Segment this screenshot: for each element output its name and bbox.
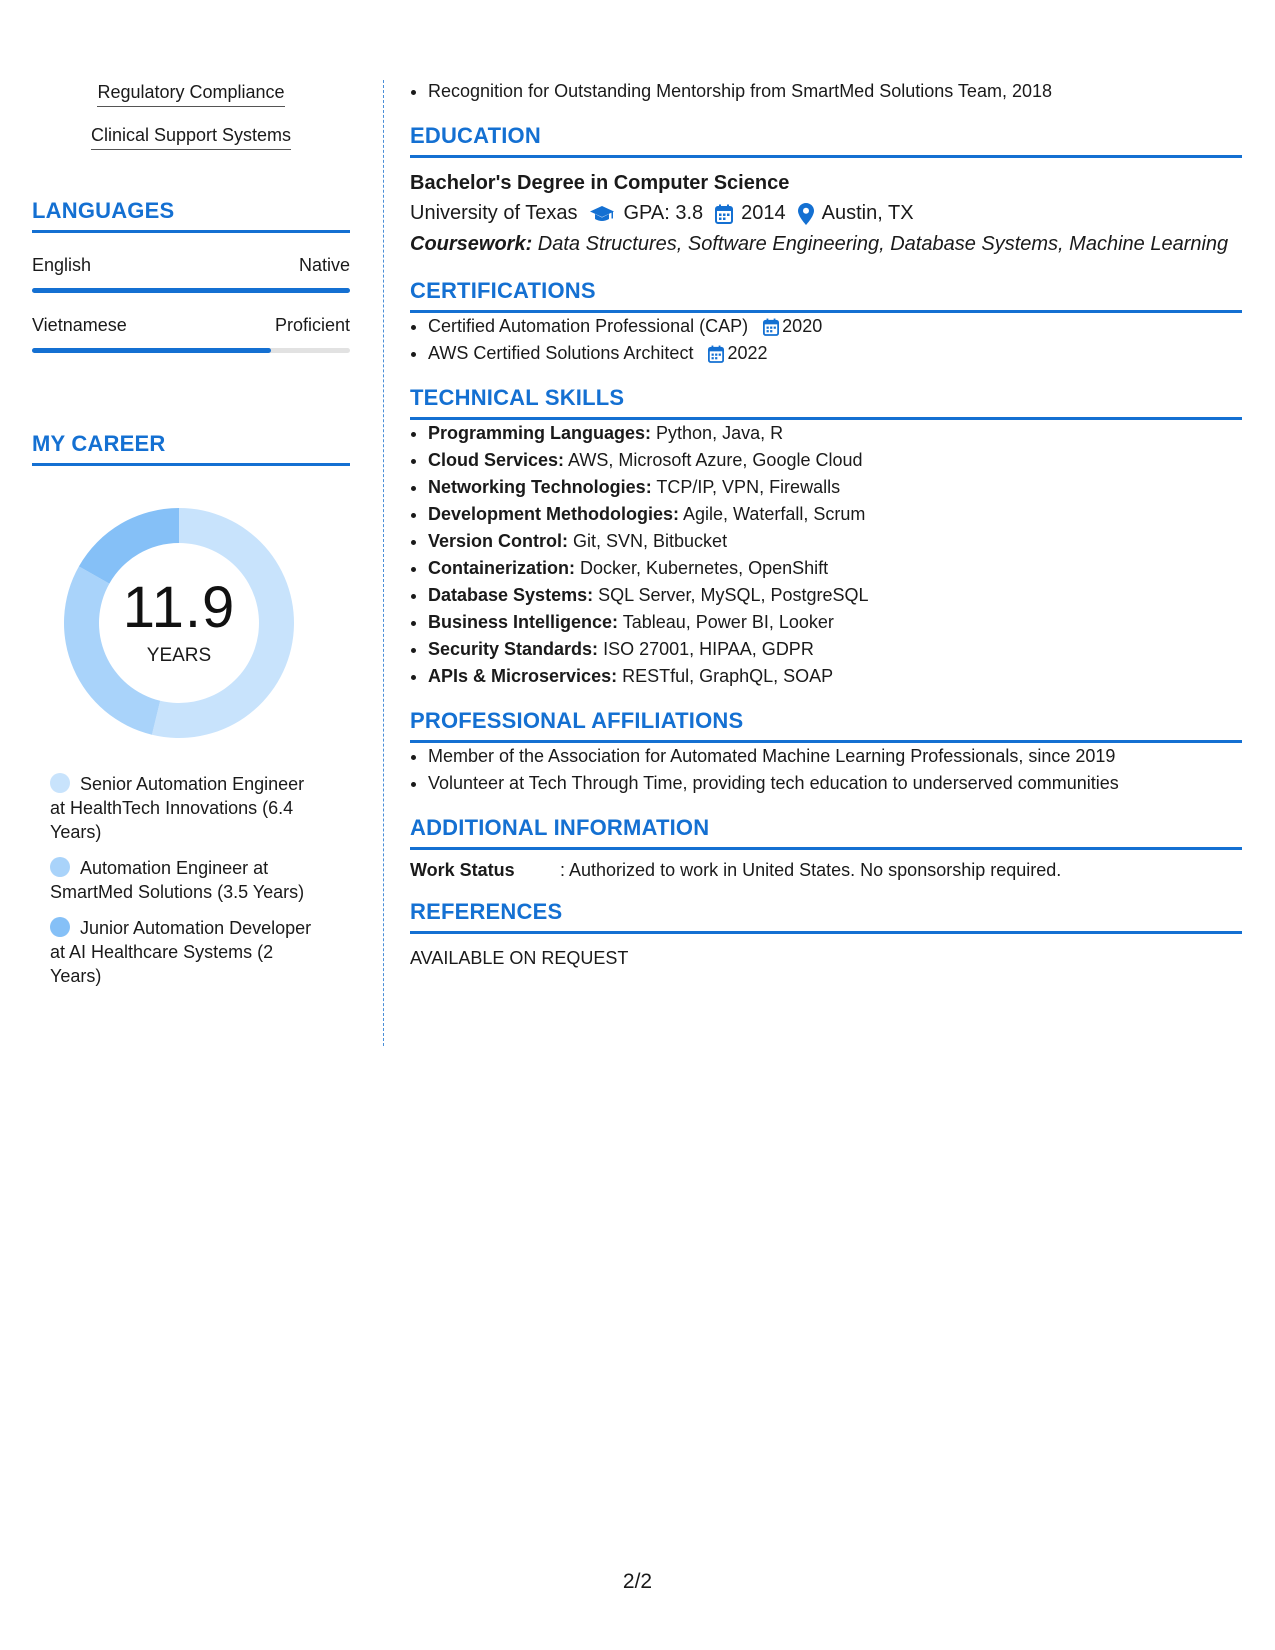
main-content bbox=[410, 78, 1242, 969]
certification-item bbox=[428, 340, 1242, 367]
language-name: English bbox=[32, 255, 92, 275]
skill-label: APIs & Microservices: bbox=[428, 666, 618, 686]
skill-label: Security Standards: bbox=[428, 639, 599, 659]
languages-heading: LANGUAGES bbox=[32, 198, 350, 233]
legend-label: Junior Automation Developer at AI Healthcare Systems (2 Years) bbox=[50, 918, 312, 986]
coursework-value: Data Structures, Software Engineering, Database Systems, Machine Learning bbox=[532, 233, 1229, 255]
education-gpa: GPA: 3.8 bbox=[623, 202, 704, 224]
career-legend bbox=[32, 772, 350, 988]
career-total-unit: YEARS bbox=[146, 645, 212, 666]
education-heading: EDUCATION bbox=[410, 123, 1242, 158]
skill-label: Programming Languages: bbox=[428, 423, 652, 443]
work-status-value: : Authorized to work in United States. No sponsorship required. bbox=[560, 860, 1062, 880]
skill-item bbox=[428, 420, 1242, 447]
skill-tag: Clinical Support Systems bbox=[91, 125, 291, 150]
certification-year: 2022 bbox=[727, 343, 768, 363]
legend-label: Automation Engineer at SmartMed Solutions (3.5 Years) bbox=[50, 858, 305, 902]
sidebar bbox=[32, 82, 350, 1000]
calendar-icon bbox=[763, 318, 779, 336]
skill-label: Cloud Services: bbox=[428, 450, 565, 470]
technical-skills-list bbox=[410, 420, 1242, 690]
column-divider bbox=[383, 80, 384, 1046]
skill-value: AWS, Microsoft Azure, Google Cloud bbox=[564, 450, 863, 470]
language-item bbox=[32, 315, 350, 353]
career-legend-item bbox=[50, 916, 320, 988]
skill-item bbox=[428, 528, 1242, 555]
location-pin-icon bbox=[798, 203, 814, 225]
career-donut-chart bbox=[64, 508, 294, 738]
language-level: Native bbox=[298, 255, 350, 275]
language-name: Vietnamese bbox=[32, 315, 127, 335]
calendar-icon bbox=[708, 345, 724, 363]
legend-label: Senior Automation Engineer at HealthTech Innovations (6.4 Years) bbox=[50, 774, 305, 842]
award-item: • Recognition for Outstanding Mentorship from SmartMed Solutions Team, 2018 bbox=[428, 78, 1242, 105]
education-school: University of Texas bbox=[410, 202, 578, 224]
skill-value: Agile, Waterfall, Scrum bbox=[679, 504, 866, 524]
skill-item bbox=[428, 447, 1242, 474]
certification-item bbox=[428, 313, 1242, 340]
skill-item bbox=[428, 474, 1242, 501]
technical-skills-heading: TECHNICAL SKILLS bbox=[410, 385, 1242, 420]
skill-value: ISO 27001, HIPAA, GDPR bbox=[598, 639, 814, 659]
page-number: 2/2 bbox=[622, 1570, 653, 1593]
references-heading: REFERENCES bbox=[410, 899, 1242, 934]
language-level: Proficient bbox=[274, 315, 350, 335]
education-coursework bbox=[410, 229, 1242, 260]
skill-item bbox=[428, 501, 1242, 528]
career-legend-item bbox=[50, 772, 320, 844]
certifications-heading: CERTIFICATIONS bbox=[410, 278, 1242, 313]
skill-label: Business Intelligence: bbox=[428, 612, 619, 632]
career-total bbox=[64, 508, 294, 738]
education-location: Austin, TX bbox=[821, 202, 914, 224]
language-proficiency-fill bbox=[32, 348, 271, 353]
work-status-row bbox=[410, 860, 1242, 881]
skill-value: Docker, Kubernetes, OpenShift bbox=[575, 558, 829, 578]
skill-value: Git, SVN, Bitbucket bbox=[568, 531, 728, 551]
language-proficiency-fill bbox=[32, 288, 350, 293]
language-proficiency-bar bbox=[32, 288, 350, 293]
skill-label: Version Control: bbox=[428, 531, 569, 551]
graduation-cap-icon bbox=[589, 204, 615, 224]
affiliation-item: • Volunteer at Tech Through Time, providing tech education to underserved communities bbox=[428, 770, 1242, 797]
skill-tag: Regulatory Compliance bbox=[97, 82, 284, 107]
education-details bbox=[410, 198, 1242, 229]
skill-item bbox=[428, 663, 1242, 690]
skill-value: RESTful, GraphQL, SOAP bbox=[617, 666, 834, 686]
certifications-list bbox=[410, 313, 1242, 367]
skill-value: SQL Server, MySQL, PostgreSQL bbox=[593, 585, 869, 605]
language-item bbox=[32, 255, 350, 293]
skill-label: Networking Technologies: bbox=[428, 477, 652, 497]
skill-label: Database Systems: bbox=[428, 585, 594, 605]
skill-item bbox=[428, 555, 1242, 582]
skill-label: Containerization: bbox=[428, 558, 575, 578]
affiliations-heading: PROFESSIONAL AFFILIATIONS bbox=[410, 708, 1242, 743]
skill-item bbox=[428, 609, 1242, 636]
certification-name: Certified Automation Professional (CAP) bbox=[428, 316, 749, 336]
additional-info-heading: ADDITIONAL INFORMATION bbox=[410, 815, 1242, 850]
affiliation-item: • Member of the Association for Automated Machine Learning Professionals, since 2019 bbox=[428, 743, 1242, 770]
certification-year: 2020 bbox=[782, 316, 823, 336]
skill-value: Tableau, Power BI, Looker bbox=[618, 612, 834, 632]
certification-name: AWS Certified Solutions Architect bbox=[428, 343, 694, 363]
work-status-label: Work Status bbox=[410, 860, 515, 880]
calendar-icon bbox=[715, 204, 733, 224]
career-total-years: 11.9 bbox=[122, 575, 236, 640]
skill-item bbox=[428, 636, 1242, 663]
skill-label: Development Methodologies: bbox=[428, 504, 680, 524]
legend-dot-icon bbox=[50, 857, 70, 877]
education-degree: Bachelor's Degree in Computer Science bbox=[410, 172, 790, 194]
references-text: AVAILABLE ON REQUEST bbox=[410, 948, 629, 968]
awards-list bbox=[410, 78, 1242, 105]
education-year: 2014 bbox=[741, 202, 786, 224]
legend-dot-icon bbox=[50, 773, 70, 793]
language-proficiency-bar bbox=[32, 348, 350, 353]
skill-value: TCP/IP, VPN, Firewalls bbox=[651, 477, 841, 497]
career-heading: MY CAREER bbox=[32, 431, 350, 466]
affiliations-list bbox=[410, 743, 1242, 797]
legend-dot-icon bbox=[50, 917, 70, 937]
coursework-label: Coursework: bbox=[410, 233, 533, 255]
skill-value: Python, Java, R bbox=[651, 423, 784, 443]
skill-item bbox=[428, 582, 1242, 609]
career-legend-item bbox=[50, 856, 320, 904]
